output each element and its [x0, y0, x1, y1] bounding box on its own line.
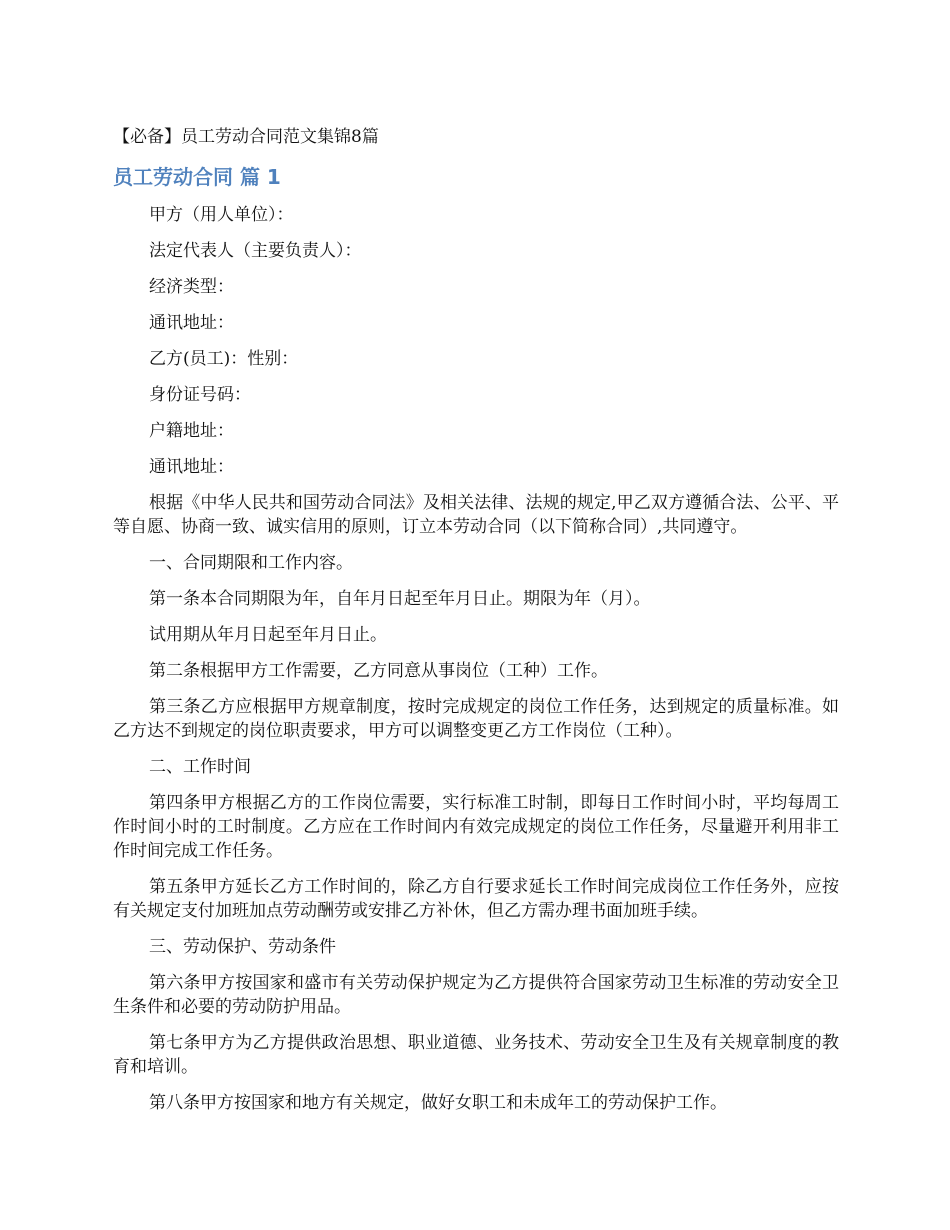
paragraph-legal-representative: 法定代表人（主要负责人）：: [149, 241, 362, 261]
paragraph-economic-type: 经济类型：: [149, 277, 234, 297]
paragraph-chapter-2: 二、工作时间: [149, 757, 251, 777]
paragraph-article-4: 第四条甲方根据乙方的工作岗位需要，实行标准工时制，即每日工作时间小时，平均每周工作时间小时的工时制度。乙方应在工作时间内有效完成规定的岗位工作任务，尽量避开利用非工作时间完成工作任务。: [113, 793, 839, 861]
paragraph-article-6: 第六条甲方按国家和盛市有关劳动保护规定为乙方提供符合国家劳动卫生标准的劳动安全卫生条件和必要的劳动防护用品。: [113, 973, 839, 1017]
paragraph-article-8: 第八条甲方按国家和地方有关规定，做好女职工和未成年工的劳动保护工作。: [149, 1093, 727, 1113]
paragraph-article-5: 第五条甲方延长乙方工作时间的，除乙方自行要求延长工作时间完成岗位工作任务外，应按有关规定支付加班加点劳动酬劳或安排乙方补休，但乙方需办理书面加班手续。: [113, 877, 839, 921]
paragraph-chapter-3: 三、劳动保护、劳动条件: [149, 937, 336, 957]
paragraph-chapter-1: 一、合同期限和工作内容。: [149, 553, 353, 573]
paragraph-party-b: 乙方(员工)：性别：: [149, 349, 299, 369]
paragraph-article-3: 第三条乙方应根据甲方规章制度，按时完成规定的岗位工作任务，达到规定的质量标准。如乙方达不到规定的岗位职责要求，甲方可以调整变更乙方工作岗位（工种）。: [113, 697, 839, 741]
paragraph-article-1: 第一条本合同期限为年，自年月日起至年月日止。期限为年（月）。: [149, 589, 651, 609]
paragraph-probation: 试用期从年月日起至年月日止。: [149, 625, 387, 645]
paragraph-party-a: 甲方（用人单位）：: [149, 205, 294, 225]
paragraph-article-7: 第七条甲方为乙方提供政治思想、职业道德、业务技术、劳动安全卫生及有关规章制度的教育和培训。: [113, 1033, 839, 1077]
document-title: 【必备】员工劳动合同范文集锦8篇: [113, 127, 379, 147]
section-heading: 员工劳动合同 篇 1: [113, 165, 281, 189]
paragraph-article-2: 第二条根据甲方工作需要，乙方同意从事岗位（工种）工作。: [149, 661, 608, 681]
paragraph-household-address: 户籍地址：: [149, 421, 234, 441]
document-body: [113, 203, 839, 1127]
paragraph-address-b: 通讯地址：: [149, 457, 234, 477]
paragraph-preamble: 根据《中华人民共和国劳动合同法》及相关法律、法规的规定,甲乙双方遵循合法、公平、平等自愿、协商一致、诚实信用的原则，订立本劳动合同（以下简称合同）,共同遵守。: [113, 493, 839, 537]
paragraph-id-number: 身份证号码：: [149, 385, 251, 405]
paragraph-address-a: 通讯地址：: [149, 313, 234, 333]
